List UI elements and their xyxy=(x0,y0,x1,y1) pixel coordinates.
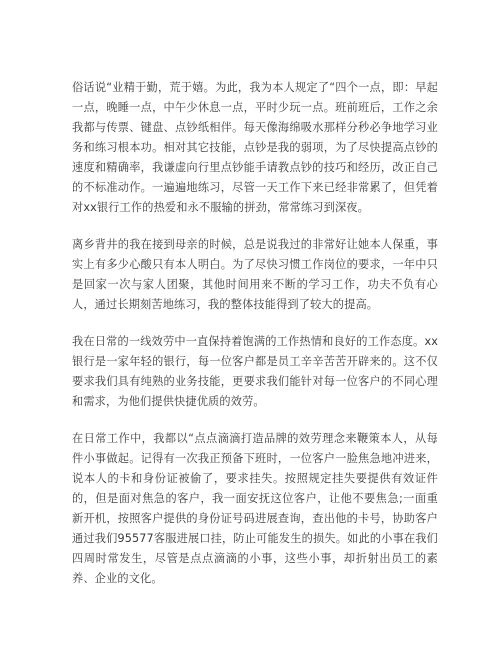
paragraph-diligence: 俗话说“业精于勤，荒于嬉。为此，我为本人规定了“四个一点，即：早起一点，晚睡一点，中午少休息一点，平时少玩一点。班前班后，工作之余我都与传票、键盘、点钞纸相伴。每天像海绵吸水那样分秒必争地学习业务和练习根本功。相对其它技能，点钞是我的弱项，为了尽快提高点钞的速度和精确率，我谦虚向行里点钞能手请教点钞的技巧和经历，改正自己的不标准动作。一遍遍地练习，尽管一天工作下来已经非常累了，但凭着对xx银行工作的热爱和永不服输的拼劲，常常练习到深夜。 xyxy=(72,81,438,214)
document-body xyxy=(72,78,438,589)
paragraph-service-story: 在日常工作中，我都以“点点滴滴打造品牌的效劳理念来鞭策本人，从每件小事做起。记得有一次我正预备下班时，一位客户一脸焦急地冲进来，说本人的卡和身份证被偷了，要求挂失。按照规定挂失要提供有效证件的，但是面对焦急的客户，我一面安抚这位客户，让他不要焦急;一面重新开机，按照客户提供的身份证号码进展查询，查出他的卡号，协助客户通过我们95577客服进展口挂，防止可能发生的损失。如此的小事在我们四周时常发生，尽管是点点滴滴的小事，这些小事，却折射出员工的素养、企业的文化。 xyxy=(72,432,438,585)
paragraph-service-attitude: 我在日常的一线效劳中一直保持着饱满的工作热情和良好的工作态度。xx银行是一家年轻的银行，每一位客户都是员工辛辛苦苦开辟来的。这不仅要求我们具有纯熟的业务技能，更要求我们能针对每一位客户的不同心理和需求，为他们提供快捷优质的效劳。 xyxy=(72,335,438,408)
paragraph-homesick: 离乡背井的我在接到母亲的时候，总是说我过的非常好让她本人保重，事实上有多少心酸只有本人明白。为了尽快习惯工作岗位的要求，一年中只是回家一次与家人团聚，其他时间用来不断的学习工作，功夫不负有心人，通过长期刻苦地练习，我的整体技能得到了较大的提高。 xyxy=(72,238,438,311)
